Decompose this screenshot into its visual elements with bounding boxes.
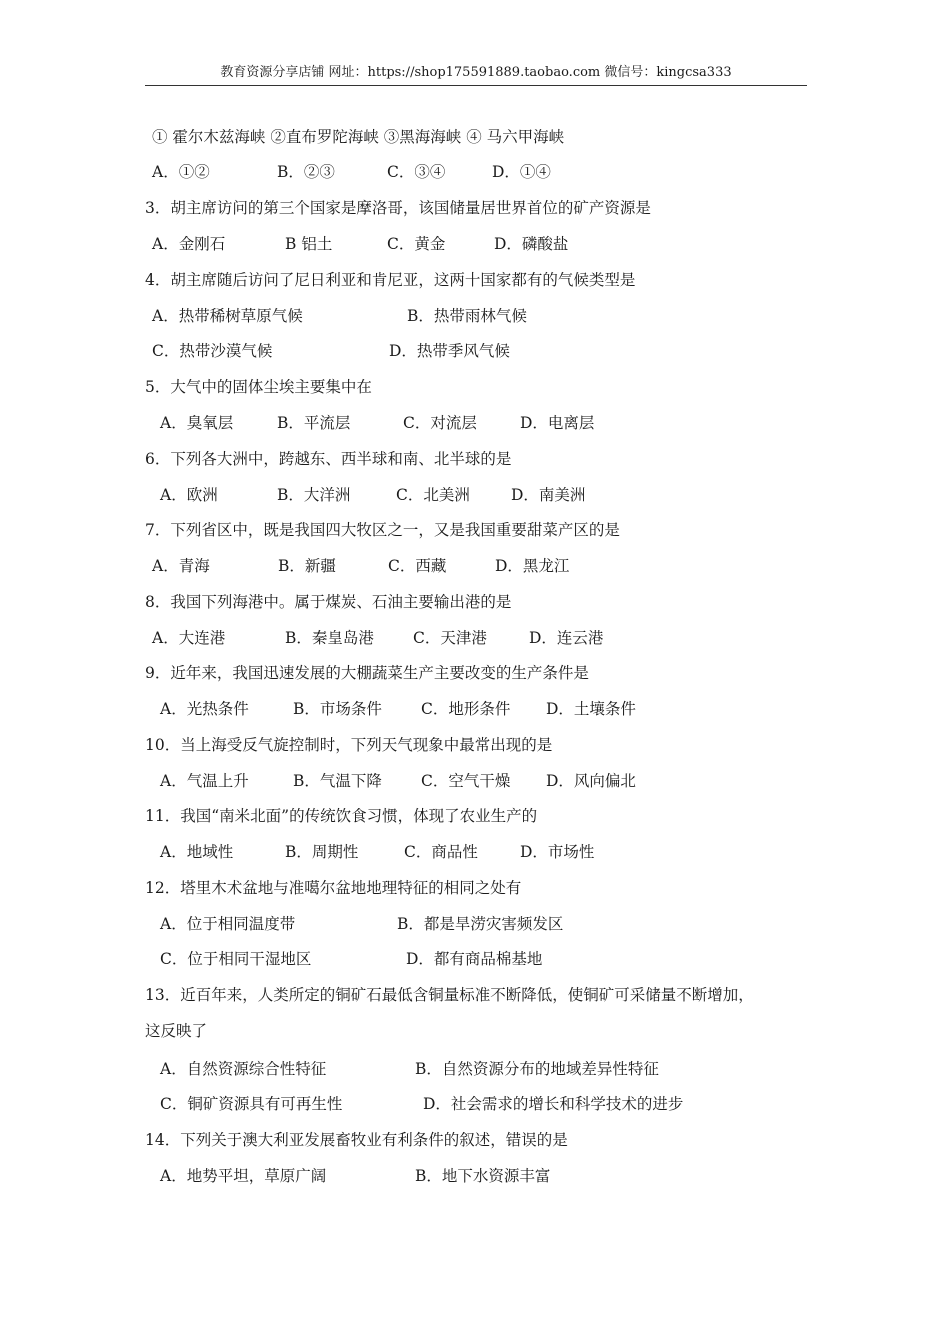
answer-option: A．自然资源综合性特征: [160, 1060, 327, 1078]
answer-option: C．地形条件: [421, 700, 511, 718]
question-line: 5．大气中的固体尘埃主要集中在: [145, 378, 372, 396]
question-line: 13．近百年来，人类所定的铜矿石最低含铜量标准不断降低，使铜矿可采储量不断增加，: [145, 986, 754, 1004]
answer-option: B．②③: [277, 163, 335, 181]
question-line: 4．胡主席随后访问了尼日利亚和肯尼亚，这两十国家都有的气候类型是: [145, 271, 636, 289]
answer-option: C．天津港: [413, 629, 487, 647]
answer-option: A．青海: [152, 557, 210, 575]
answer-option: B．新疆: [278, 557, 336, 575]
question-line: 7．下列省区中，既是我国四大牧区之一，又是我国重要甜菜产区的是: [145, 521, 620, 539]
answer-option: A．光热条件: [160, 700, 249, 718]
answer-option: A．地势平坦，草原广阔: [160, 1167, 327, 1185]
answer-option: D．电离层: [520, 414, 595, 432]
answer-option: A．大连港: [152, 629, 226, 647]
answer-option: B．市场条件: [293, 700, 382, 718]
answer-option: A．臭氧层: [160, 414, 234, 432]
answer-option: C．热带沙漠气候: [152, 342, 273, 360]
answer-option: C．黄金: [387, 235, 446, 253]
answer-option: A．地域性: [160, 843, 234, 861]
question-line: 11．我国“南米北面”的传统饮食习惯，体现了农业生产的: [145, 807, 538, 825]
answer-option: D．土壤条件: [546, 700, 636, 718]
answer-option: D．市场性: [520, 843, 595, 861]
answer-option: D．南美洲: [511, 486, 586, 504]
answer-option: D．都有商品棉基地: [406, 950, 543, 968]
answer-option: A．位于相同温度带: [160, 915, 296, 933]
answer-option: B．热带雨林气候: [407, 307, 527, 325]
answer-option: D．社会需求的增长和科学技术的进步: [423, 1095, 684, 1113]
question-line: 12．塔里木术盆地与准噶尔盆地地理特征的相同之处有: [145, 879, 522, 897]
answer-option: C．商品性: [404, 843, 478, 861]
answer-option: C．③④: [387, 163, 446, 181]
question-line: 8．我国下列海港中。属于煤炭、石油主要输出港的是: [145, 593, 512, 611]
answer-option: B．周期性: [285, 843, 359, 861]
question-line: 这反映了: [145, 1022, 208, 1040]
answer-option: D．热带季风气候: [389, 342, 510, 360]
answer-option: C．位于相同干湿地区: [160, 950, 312, 968]
answer-option: A．气温上升: [160, 772, 249, 790]
answer-option: C．空气干燥: [421, 772, 511, 790]
answer-option: B．地下水资源丰富: [415, 1167, 551, 1185]
answer-option: A．①②: [152, 163, 210, 181]
answer-option: B．自然资源分布的地域差异性特征: [415, 1060, 659, 1078]
answer-option: B．平流层: [277, 414, 351, 432]
question-line: 10．当上海受反气旋控制时，下列天气现象中最常出现的是: [145, 736, 553, 754]
question-line: 6．下列各大洲中，跨越东、西半球和南、北半球的是: [145, 450, 512, 468]
question-line: ① 霍尔木兹海峡 ②直布罗陀海峡 ③黑海海峡 ④ 马六甲海峡: [152, 128, 565, 146]
answer-option: C．对流层: [403, 414, 477, 432]
answer-option: B．秦皇岛港: [285, 629, 374, 647]
answer-option: B．都是旱涝灾害频发区: [397, 915, 564, 933]
question-line: 9．近年来，我国迅速发展的大棚蔬菜生产主要改变的生产条件是: [145, 664, 589, 682]
answer-option: B．大洋洲: [277, 486, 351, 504]
page-header: 教育资源分享店铺 网址：https://shop175591889.taobao.com 微信号：kingcsa333: [220, 65, 732, 80]
answer-option: C．北美洲: [396, 486, 470, 504]
answer-option: A．热带稀树草原气候: [152, 307, 303, 325]
answer-option: C．西藏: [388, 557, 447, 575]
answer-option: C．铜矿资源具有可再生性: [160, 1095, 343, 1113]
answer-option: D．连云港: [529, 629, 604, 647]
answer-option: A．金刚石: [152, 235, 226, 253]
answer-option: D．①④: [492, 163, 551, 181]
answer-option: D．黑龙江: [495, 557, 570, 575]
question-line: 14．下列关于澳大利亚发展畜牧业有利条件的叙述，错误的是: [145, 1131, 568, 1149]
answer-option: D．风向偏北: [546, 772, 636, 790]
answer-option: D．磷酸盐: [494, 235, 569, 253]
header-divider: [145, 85, 807, 86]
answer-option: A．欧洲: [160, 486, 218, 504]
answer-option: B．气温下降: [293, 772, 382, 790]
question-line: 3．胡主席访问的第三个国家是摩洛哥，该国储量居世界首位的矿产资源是: [145, 199, 651, 217]
answer-option: B 铝土: [285, 235, 333, 253]
